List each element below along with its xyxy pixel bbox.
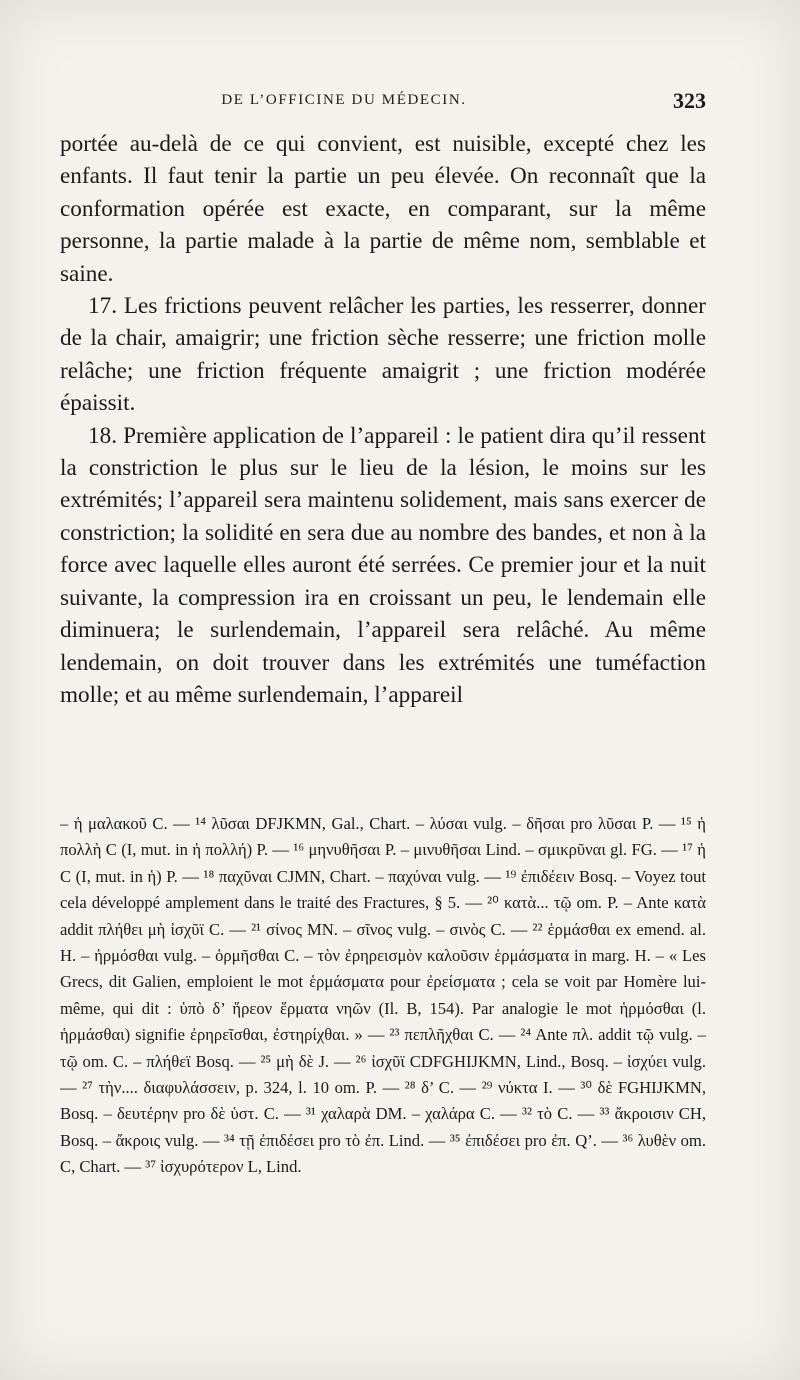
running-head: DE L’OFFICINE DU MÉDECIN. [221,92,467,108]
footnote-text: – ἡ μαλακοῦ C. — ¹⁴ λῦσαι DFJKMN, Gal., Chart. – λύσαι vulg. – δῆσαι pro λῦσαι P. — ¹⁵ ἡ πολλὴ C (I, mut. in ἡ πολλή) P. — ¹⁶ μηνυθῆσαι P. – μινυθῆσαι Lind. – σμικρῦναι gl. FG. — ¹⁷ ἡ C (I, mut. in ἡ) P. — ¹⁸ παχῦναι CJMN, Chart. – παχύναι vulg. — ¹⁹ ἐπιδέειν Bosq. – Voyez tout cela développé amplement dans le traité des Fractures, § 5. — ²⁰ κατὰ... τῷ om. P. – Ante κατὰ addit πλήθει μὴ ἰσχῦϊ C. — ²¹ σίνος MN. – σῖνος vulg. – σινὸς C. — ²² ἑρμάσθαι ex emend. al. H. – ἡρμόσθαι vulg. – ὁρμῆσθαι C. – τὸν ἐρηρεισμὸν καλοῦσιν ἑρμάσματα in marg. H. – « Les Grecs, dit Galien, emploient le mot ἑρμάσματα pour ἐρείσματα ; cela se voit par Homère lui-même, qui dit : ὑπὸ δ’ ἥρεον ἕρματα νηῶν (Il. B, 154). Par analogie le mot ἡρμόσθαι (l. ἡρμάσθαι) signifie ἐρηρεῖσθαι, ἐστηρίχθαι. » — ²³ πεπλῆχθαι C. — ²⁴ Ante πλ. addit τῷ vulg. – τῷ om. C. – πλήθεϊ Bosq. — ²⁵ μὴ δὲ J. — ²⁶ ἰσχῦϊ CDFGHIJKMN, Lind., Bosq. – ἰσχύει vulg. — ²⁷ τὴν.... διαφυλάσσειν, p. 324, l. 10 om. P. — ²⁸ δ’ C. — ²⁹ νύκτα I. — ³⁰ δὲ FGHIJKMN, Bosq. – δευτέρην pro δὲ ὑστ. C. — ³¹ χαλαρὰ DM. – χαλάρα C. — ³² τὸ C. — ³³ ἄκροισιν CH, Bosq. – ἄκροις vulg. — ³⁴ τῇ ἐπιδέσει pro τὸ ἐπ. Lind. — ³⁵ ἐπιδέσει pro ἐπ. Q’. — ³⁶ λυθὲν om. C, Chart. — ³⁷ ἰσχυρότερον L, Lind. [60,814,706,1177]
page-header [60,88,708,118]
paragraph-17: 17. Les frictions peuvent relâcher les parties, les resserrer, donner de la chair, amaigrir; une friction sèche resserre; une friction molle relâche; une friction fréquente amaigrit ; une friction modérée épaissit. [60,293,706,417]
page-number: 323 [673,88,706,113]
main-text [60,128,706,711]
paragraph-continuation: portée au-delà de ce qui convient, est nuisible, excepté chez les enfants. Il faut tenir la partie un peu élevée. On reconnaît que la conformation opérée est exacte, en comparant, sur la même personne, la partie malade à la partie de même nom, semblable et saine. [60,131,706,287]
footnotes [60,811,706,1181]
paragraph-18: 18. Première application de l’appareil : le patient dira qu’il ressent la constriction le plus sur le lieu de la lésion, le moins sur les extrémités; l’appareil sera maintenu solidement, mais sans exercer de constriction; la solidité en sera due au nombre des bandes, et non à la force avec laquelle elles auront été serrées. Ce premier jour et la nuit suivante, la compression ira en croissant un peu, le lendemain elle diminuera; le surlendemain, l’appareil sera relâché. Au même lendemain, on doit trouver dans les extrémités une tuméfaction molle; et au même surlendemain, l’appareil [60,422,706,708]
